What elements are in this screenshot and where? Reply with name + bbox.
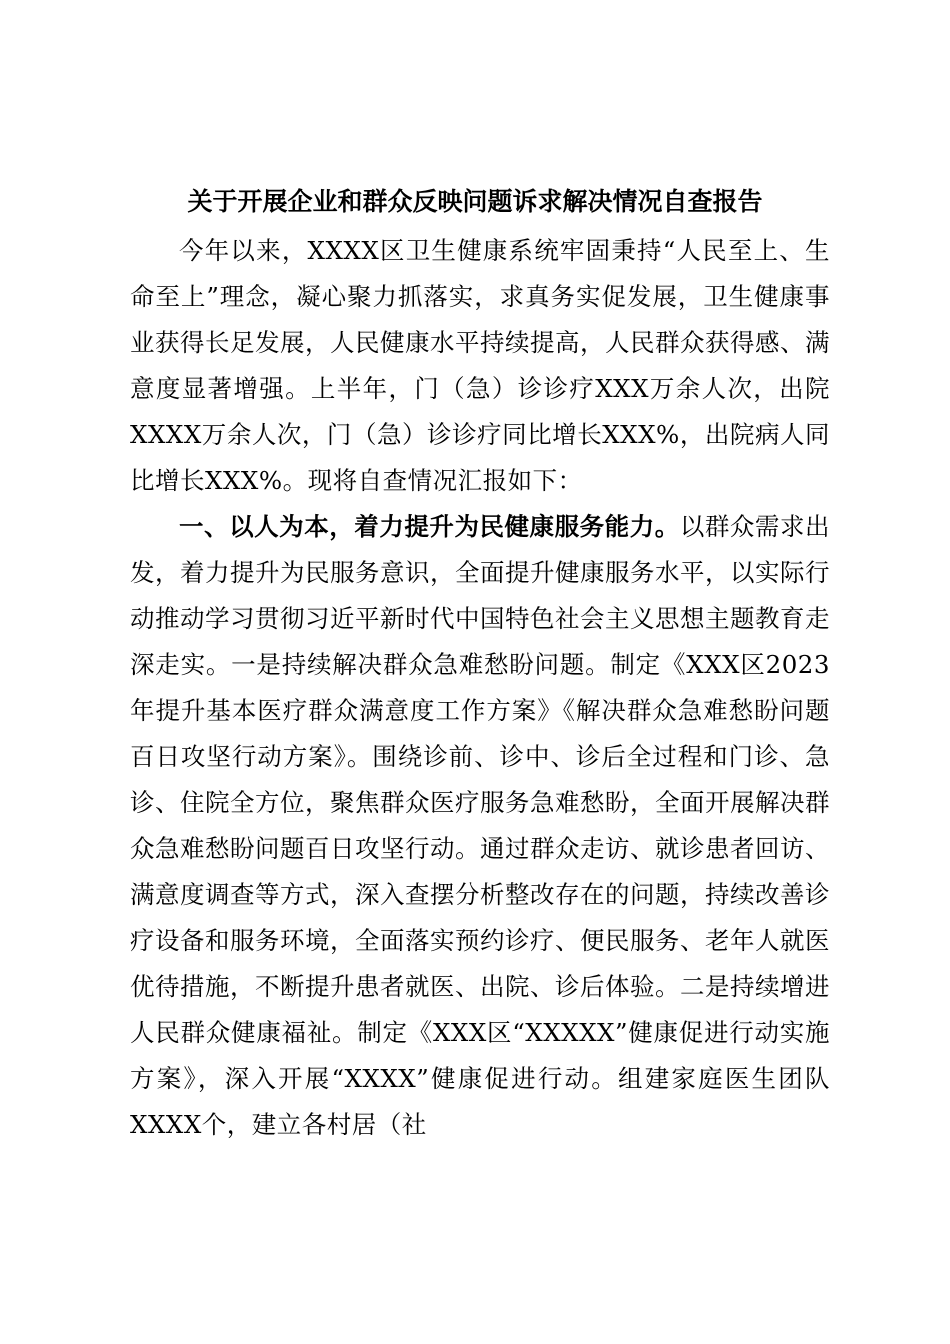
intro-paragraph bbox=[130, 228, 830, 504]
document-title: 关于开展企业和群众反映问题诉求解决情况自查报告 bbox=[187, 187, 763, 216]
section-one-paragraph bbox=[130, 504, 830, 1148]
intro-paragraph-text: 今年以来，XXXX区卫生健康系统牢固秉持“人民至上、生命至上”理念，凝心聚力抓落实，求真务实促发展，卫生健康事业获得长足发展，人民健康水平持续提高，人民群众获得感、满意度显著增强。上半年，门（急）诊诊疗XXX万余人次，出院XXXX万余人次，门（急）诊诊疗同比增长XXX%，出院病人同比增长XXX%。现将自查情况汇报如下： bbox=[130, 236, 830, 495]
document-body bbox=[130, 228, 830, 1148]
section-one-text: 以群众需求出发，着力提升为民服务意识，全面提升健康服务水平，以实际行动推动学习贯彻习近平新时代中国特色社会主义思想主题教育走深走实。一是持续解决群众急难愁盼问题。制定《XXX区2023年提升基本医疗群众满意度工作方案》《解决群众急难愁盼问题百日攻坚行动方案》。围绕诊前、诊中、诊后全过程和门诊、急诊、住院全方位，聚焦群众医疗服务急难愁盼，全面开展解决群众急难愁盼问题百日攻坚行动。通过群众走访、就诊患者回访、满意度调查等方式，深入查摆分析整改存在的问题，持续改善诊疗设备和服务环境，全面落实预约诊疗、便民服务、老年人就医优待措施，不断提升患者就医、出院、诊后体验。二是持续增进人民群众健康福祉。制定《XXX区“XXXXX”健康促进行动实施方案》，深入开展“XXXX”健康促进行动。组建家庭医生团队XXXX个，建立各村居（社 bbox=[130, 512, 831, 1139]
section-one-heading: 一、以人为本，着力提升为民健康服务能力。 bbox=[179, 512, 680, 541]
